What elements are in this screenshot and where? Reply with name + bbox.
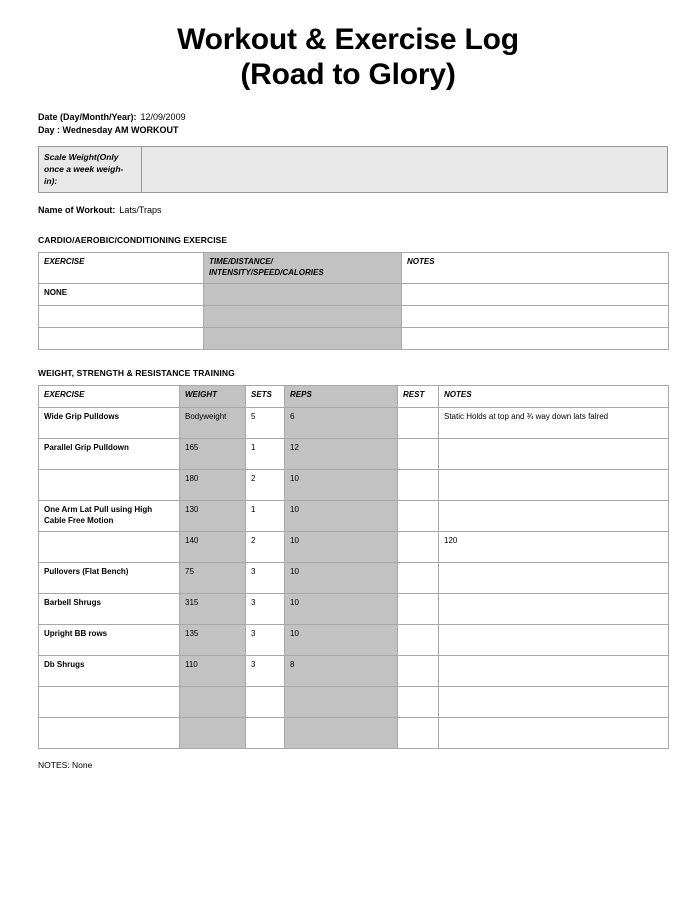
- workout-name-block: [38, 204, 696, 217]
- strength-cell-sets[interactable]: 2: [246, 469, 285, 500]
- cardio-cell-exercise[interactable]: [39, 327, 204, 349]
- strength-cell-reps[interactable]: 10: [285, 624, 398, 655]
- strength-cell-exercise[interactable]: Barbell Shrugs: [39, 593, 180, 624]
- strength-cell-weight[interactable]: 75: [180, 562, 246, 593]
- strength-cell-sets[interactable]: 1: [246, 438, 285, 469]
- strength-cell-rest[interactable]: [398, 686, 439, 717]
- cardio-cell-exercise[interactable]: [39, 305, 204, 327]
- strength-cell-reps[interactable]: 10: [285, 593, 398, 624]
- strength-cell-reps[interactable]: 10: [285, 562, 398, 593]
- cardio-cell-exercise[interactable]: NONE: [39, 283, 204, 305]
- table-row: [39, 469, 669, 500]
- table-row: [39, 686, 669, 717]
- strength-cell-exercise[interactable]: Db Shrugs: [39, 655, 180, 686]
- workout-name-value: Lats/Traps: [119, 205, 162, 216]
- strength-col-reps: REPS: [285, 385, 398, 407]
- strength-cell-notes[interactable]: Static Holds at top and ¾ way down lats falred: [439, 407, 669, 438]
- strength-col-sets: SETS: [246, 385, 285, 407]
- strength-cell-notes[interactable]: [439, 562, 669, 593]
- strength-cell-weight[interactable]: 110: [180, 655, 246, 686]
- strength-cell-reps[interactable]: [285, 686, 398, 717]
- table-row: [39, 655, 669, 686]
- meta-block: [38, 111, 696, 137]
- strength-cell-weight[interactable]: 130: [180, 500, 246, 531]
- strength-cell-exercise[interactable]: Parallel Grip Pulldown: [39, 438, 180, 469]
- strength-cell-exercise[interactable]: One Arm Lat Pull using High Cable Free Motion: [39, 500, 180, 531]
- strength-cell-rest[interactable]: [398, 407, 439, 438]
- cardio-col-time-line2: INTENSITY/SPEED/CALORIES: [209, 267, 324, 277]
- strength-cell-notes[interactable]: [439, 655, 669, 686]
- strength-cell-rest[interactable]: [398, 717, 439, 748]
- cardio-section-heading: CARDIO/AEROBIC/CONDITIONING EXERCISE: [38, 235, 228, 246]
- strength-cell-sets[interactable]: 1: [246, 500, 285, 531]
- strength-cell-weight[interactable]: 180: [180, 469, 246, 500]
- strength-cell-sets[interactable]: 3: [246, 593, 285, 624]
- strength-cell-reps[interactable]: 10: [285, 500, 398, 531]
- strength-cell-weight[interactable]: 140: [180, 531, 246, 562]
- strength-cell-notes[interactable]: [439, 593, 669, 624]
- strength-cell-reps[interactable]: 8: [285, 655, 398, 686]
- strength-cell-notes[interactable]: [439, 469, 669, 500]
- cardio-col-time-line1: TIME/DISTANCE/: [209, 257, 273, 267]
- table-row: [39, 438, 669, 469]
- table-row: [39, 531, 669, 562]
- workout-name-row: [38, 204, 696, 217]
- strength-cell-sets[interactable]: 3: [246, 624, 285, 655]
- strength-cell-weight[interactable]: [180, 717, 246, 748]
- cardio-cell-time[interactable]: [204, 327, 402, 349]
- strength-cell-reps[interactable]: 6: [285, 407, 398, 438]
- strength-cell-rest[interactable]: [398, 438, 439, 469]
- strength-cell-rest[interactable]: [398, 531, 439, 562]
- workout-name-label: Name of Workout:: [38, 205, 116, 216]
- strength-cell-weight[interactable]: Bodyweight: [180, 407, 246, 438]
- strength-cell-exercise[interactable]: Wide Grip Pulldows: [39, 407, 180, 438]
- strength-col-notes: NOTES: [439, 385, 669, 407]
- strength-cell-notes[interactable]: [439, 624, 669, 655]
- page-title: [0, 0, 696, 93]
- strength-cell-exercise[interactable]: [39, 531, 180, 562]
- cardio-cell-notes[interactable]: [402, 327, 669, 349]
- cardio-cell-notes[interactable]: [402, 305, 669, 327]
- table-row: [39, 305, 669, 327]
- cardio-header-row: [39, 253, 669, 284]
- table-row: [39, 407, 669, 438]
- strength-cell-weight[interactable]: 135: [180, 624, 246, 655]
- cardio-cell-time[interactable]: [204, 283, 402, 305]
- strength-cell-sets[interactable]: 5: [246, 407, 285, 438]
- day-label: Day : Wednesday AM WORKOUT: [38, 124, 179, 135]
- table-row: [39, 562, 669, 593]
- strength-cell-exercise[interactable]: [39, 469, 180, 500]
- strength-header-row: [39, 385, 669, 407]
- strength-cell-notes[interactable]: [439, 686, 669, 717]
- cardio-col-time-distance: [204, 253, 402, 284]
- cardio-cell-notes[interactable]: [402, 283, 669, 305]
- strength-cell-rest[interactable]: [398, 655, 439, 686]
- table-row: [39, 624, 669, 655]
- strength-cell-notes[interactable]: 120: [439, 531, 669, 562]
- strength-cell-weight[interactable]: 165: [180, 438, 246, 469]
- cardio-table: [38, 252, 669, 350]
- strength-cell-notes[interactable]: [439, 500, 669, 531]
- strength-col-exercise: EXERCISE: [39, 385, 180, 407]
- strength-cell-sets[interactable]: [246, 686, 285, 717]
- strength-cell-weight[interactable]: 315: [180, 593, 246, 624]
- date-value: 12/09/2009: [140, 111, 186, 122]
- strength-cell-weight[interactable]: [180, 686, 246, 717]
- strength-cell-exercise[interactable]: [39, 686, 180, 717]
- title-line-1: Workout & Exercise Log: [177, 23, 519, 56]
- footer-notes: NOTES: None: [38, 759, 93, 770]
- strength-cell-sets[interactable]: [246, 717, 285, 748]
- strength-cell-reps[interactable]: 10: [285, 531, 398, 562]
- date-label: Date (Day/Month/Year):: [38, 111, 137, 122]
- table-row: [39, 500, 669, 531]
- strength-cell-notes[interactable]: [439, 717, 669, 748]
- strength-cell-rest[interactable]: [398, 593, 439, 624]
- scale-weight-value[interactable]: [142, 147, 667, 192]
- strength-cell-exercise[interactable]: [39, 717, 180, 748]
- strength-cell-rest[interactable]: [398, 562, 439, 593]
- cardio-col-exercise: EXERCISE: [39, 253, 204, 284]
- table-row: [39, 717, 669, 748]
- cardio-col-notes: NOTES: [402, 253, 669, 284]
- strength-cell-rest[interactable]: [398, 624, 439, 655]
- strength-cell-rest[interactable]: [398, 500, 439, 531]
- table-row: [39, 327, 669, 349]
- strength-col-weight: WEIGHT: [180, 385, 246, 407]
- table-row: [39, 593, 669, 624]
- strength-cell-exercise[interactable]: Upright BB rows: [39, 624, 180, 655]
- strength-cell-reps[interactable]: 12: [285, 438, 398, 469]
- strength-col-rest: REST: [398, 385, 439, 407]
- strength-cell-rest[interactable]: [398, 469, 439, 500]
- cardio-cell-time[interactable]: [204, 305, 402, 327]
- strength-table: [38, 385, 669, 749]
- scale-weight-box: [38, 146, 668, 193]
- strength-cell-reps[interactable]: 10: [285, 469, 398, 500]
- strength-cell-sets[interactable]: 3: [246, 562, 285, 593]
- strength-section-heading: WEIGHT, STRENGTH & RESISTANCE TRAINING: [38, 367, 235, 378]
- strength-cell-reps[interactable]: [285, 717, 398, 748]
- strength-cell-sets[interactable]: 3: [246, 655, 285, 686]
- strength-cell-exercise[interactable]: Pullovers (Flat Bench): [39, 562, 180, 593]
- day-row: [38, 124, 696, 137]
- strength-cell-notes[interactable]: [439, 438, 669, 469]
- scale-weight-label: Scale Weight(Only once a week weigh-in):: [39, 147, 142, 192]
- title-line-2: (Road to Glory): [240, 58, 456, 92]
- strength-cell-sets[interactable]: 2: [246, 531, 285, 562]
- date-row: [38, 111, 696, 124]
- table-row: [39, 283, 669, 305]
